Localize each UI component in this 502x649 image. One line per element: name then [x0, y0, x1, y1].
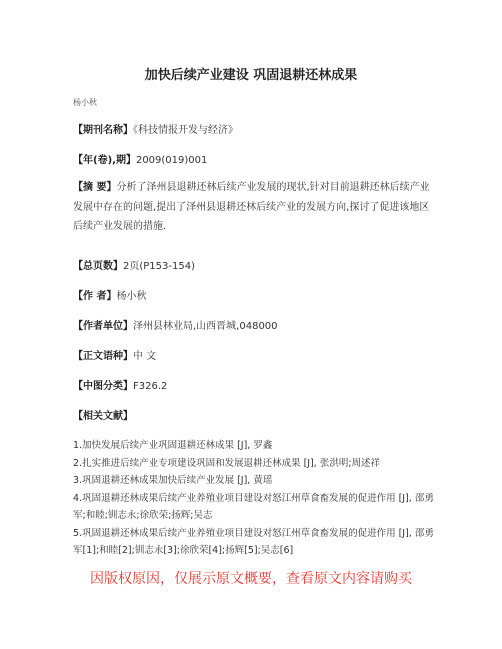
field-year-issue-label: 【年(卷),期】	[73, 155, 136, 166]
field-authors-label: 【作 者】	[73, 291, 117, 302]
field-authors	[73, 287, 433, 306]
field-abstract-value: 分析了泽州县退耕还林后续产业发展的现状,针对目前退耕还林后续产业发展中存在的问题,提出了泽州县退耕还林后续产业的发展方向,探讨了促进该地区后续产业发展的措施.	[73, 182, 430, 232]
field-abstract-label: 【摘 要】	[73, 182, 117, 193]
author-name: 杨小秋	[73, 98, 97, 107]
field-pages-value: 2页(P153-154)	[123, 261, 195, 272]
references-list	[73, 437, 435, 560]
field-classification-label: 【中图分类】	[73, 381, 133, 392]
field-language-value: 中 文	[133, 351, 157, 362]
field-affiliation-label: 【作者单位】	[73, 321, 133, 332]
field-affiliation	[73, 317, 433, 336]
field-language	[73, 347, 433, 366]
field-year-issue	[73, 151, 433, 170]
copyright-notice: 因版权原因，仅展示原文概要，查看原文内容请购买	[90, 571, 412, 587]
reference-item[interactable]: 2.扎实推进后续产业专项建设巩固和发展退耕还林成果 [J], 张洪明;周述祥	[73, 457, 381, 469]
field-pages-label: 【总页数】	[73, 261, 123, 272]
field-classification-value: F326.2	[133, 381, 168, 392]
reference-item[interactable]: 5.巩固退耕还林成果后续产业养殖业项目建设对怒江州草食畜发展的促进作用 [J], 邵勇军[1];和睦[2];钏志永[3];徐欣荣[4];扬辉[5];吴志[6]	[73, 527, 434, 556]
reference-item[interactable]: 4.巩固退耕还林成果后续产业养殖业项目建设对怒江州草食畜发展的促进作用 [J], 邵勇军;和睦;钏志永;徐欣荣;扬辉;吴志	[73, 492, 434, 521]
field-journal	[73, 121, 433, 140]
field-year-issue-value: 2009(019)001	[135, 155, 208, 166]
field-journal-label: 【期刊名称】	[73, 125, 133, 136]
field-language-label: 【正文语种】	[73, 351, 133, 362]
references-heading: 【相关文献】	[73, 411, 133, 422]
field-abstract	[73, 178, 435, 237]
document-title: 加快后续产业建设 巩固退耕还林成果	[144, 68, 358, 83]
reference-item[interactable]: 3.巩固退耕还林成果加快后续产业发展 [J], 黄瑶	[73, 475, 273, 486]
field-journal-value: 《科技情报开发与经济》	[133, 125, 238, 136]
field-pages	[73, 257, 433, 276]
field-affiliation-value: 泽州县林业局,山西晋城,048000	[133, 321, 278, 332]
field-classification	[73, 377, 433, 396]
reference-item[interactable]: 1.加快发展后续产业巩固退耕还林成果 [J], 罗鑫	[73, 440, 273, 451]
field-authors-value: 杨小秋	[116, 291, 147, 302]
